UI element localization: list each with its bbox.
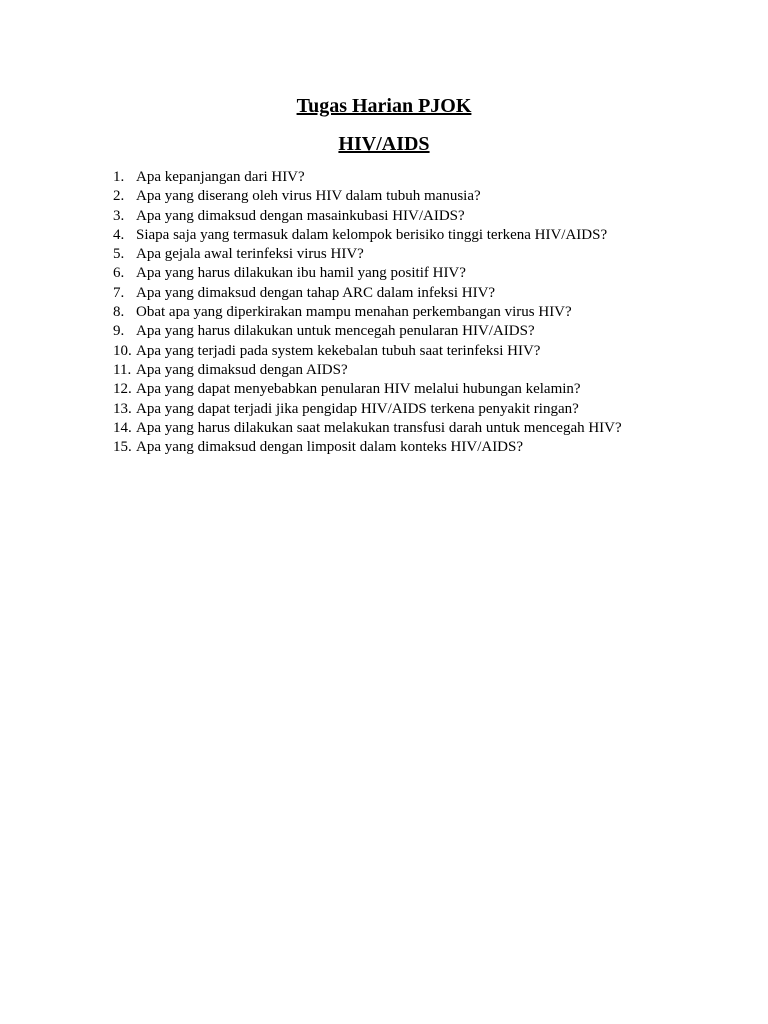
list-item [113, 245, 733, 264]
question-text: Obat apa yang diperkirakan mampu menahan perkembangan virus HIV? [136, 304, 572, 321]
list-item [113, 207, 733, 226]
list-item [113, 322, 733, 341]
list-item [113, 419, 733, 438]
list-item [113, 187, 733, 206]
question-number: 3. [113, 207, 125, 224]
question-number: 10. [113, 342, 132, 359]
list-item [113, 438, 733, 457]
question-text: Apa gejala awal terinfeksi virus HIV? [136, 246, 364, 263]
question-number: 9. [113, 323, 125, 340]
question-number: 12. [113, 381, 132, 398]
question-number: 5. [113, 246, 125, 263]
question-text: Siapa saja yang termasuk dalam kelompok berisiko tinggi terkena HIV/AIDS? [136, 226, 608, 243]
question-number: 8. [113, 304, 125, 321]
question-text: Apa yang harus dilakukan ibu hamil yang positif HIV? [136, 265, 466, 282]
question-list [113, 168, 733, 457]
question-text: Apa yang harus dilakukan saat melakukan transfusi darah untuk mencegah HIV? [136, 419, 622, 436]
list-item [113, 264, 733, 283]
question-text: Apa kepanjangan dari HIV? [136, 169, 305, 185]
question-number: 14. [113, 419, 132, 436]
question-text: Apa yang dimaksud dengan AIDS? [136, 361, 348, 378]
question-text: Apa yang dimaksud dengan tahap ARC dalam infeksi HIV? [136, 284, 496, 301]
question-text: Apa yang terjadi pada system kekebalan tubuh saat terinfeksi HIV? [136, 342, 541, 359]
list-item [113, 284, 733, 303]
question-text: Apa yang dapat menyebabkan penularan HIV melalui hubungan kelamin? [136, 381, 581, 398]
list-item [113, 400, 733, 419]
question-number: 7. [113, 284, 125, 301]
question-number: 4. [113, 226, 125, 243]
list-item [113, 303, 733, 322]
question-text: Apa yang dimaksud dengan limposit dalam konteks HIV/AIDS? [136, 439, 524, 456]
list-item [113, 168, 733, 187]
list-item [113, 380, 733, 399]
document-title: Tugas Harian PJOK [296, 95, 472, 117]
question-number: 2. [113, 188, 125, 205]
list-item [113, 342, 733, 361]
question-number: 15. [113, 439, 132, 456]
list-item [113, 226, 733, 245]
question-text: Apa yang harus dilakukan untuk mencegah penularan HIV/AIDS? [136, 323, 535, 340]
question-number: 1. [113, 169, 125, 185]
question-number: 6. [113, 265, 125, 282]
question-text: Apa yang diserang oleh virus HIV dalam tubuh manusia? [136, 188, 481, 205]
list-item [113, 361, 733, 380]
question-number: 13. [113, 400, 132, 417]
question-text: Apa yang dimaksud dengan masainkubasi HIV/AIDS? [136, 207, 465, 224]
question-text: Apa yang dapat terjadi jika pengidap HIV/AIDS terkena penyakit ringan? [136, 400, 579, 417]
document-subtitle: HIV/AIDS [338, 133, 430, 155]
question-number: 11. [113, 361, 132, 378]
